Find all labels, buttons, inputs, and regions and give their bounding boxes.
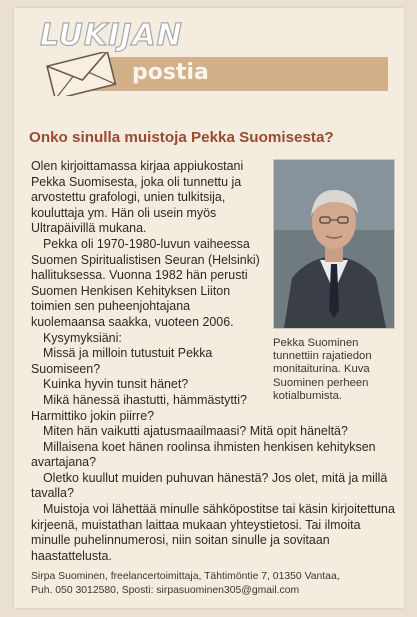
question-item: Miten hän vaikutti ajatusmaailmaasi? Mitä opit häneltä? <box>43 424 348 439</box>
section-title-lukijan: LUKIJAN <box>40 18 183 53</box>
paragraph-background: Pekka oli 1970-1980-luvun vaiheessa Suomen Spiritualistisen Seuran (Helsinki) hallituksessa. Vuonna 1982 hän perusti Suomen Henkisen Kehityksen Liiton toimien sen puheenjohtajana kuolemaansa saakka, vuoteen 2006. <box>31 236 260 329</box>
photo-caption: Pekka Suominen tunnettiin rajatiedon monitaiturina. Kuva Suominen perheen kotialbumista. <box>273 337 372 402</box>
portrait-photo <box>273 159 395 329</box>
question-item: Oletko kuullut muiden puhuvan hänestä? Jos olet, mitä ja millä tavalla? <box>31 470 388 501</box>
questions-heading: Kysymyksiäni: <box>43 330 122 345</box>
photo-box <box>273 159 395 407</box>
magazine-page <box>14 8 404 608</box>
article-body <box>31 159 395 564</box>
envelope-icon <box>42 52 122 96</box>
question-item: Kuinka hyvin tunsit hänet? <box>43 377 189 392</box>
section-header <box>14 8 404 100</box>
section-title-postia: postia <box>132 60 209 85</box>
question-item: Missä ja milloin tutustuit Pekka Suomiseen? <box>31 346 213 376</box>
author-signature <box>31 570 397 598</box>
article-headline: Onko sinulla muistoja Pekka Suomisesta? <box>29 129 334 146</box>
question-item: Millaisena koet hänen roolinsa ihmisten henkisen kehityksen avartajana? <box>31 439 376 470</box>
paragraph-instructions: Muistoja voi lähettää minulle sähköpostitse tai käsin kirjoitettuna kirjeenä, muistathan laittaa mukaan yhteystietosi. Tai ilmoita minulle puhelinnumerosi, niin soitan sinulle ja sovitaan haastattelusta. <box>31 502 395 563</box>
portrait-illustration <box>274 160 394 328</box>
signature-line-2: Puh. 050 3012580, Sposti: sirpasuominen305@gmail.com <box>31 585 300 597</box>
signature-line-1: Sirpa Suominen, freelancertoimittaja, Tähtimöntie 7, 01350 Vantaa, <box>31 571 340 582</box>
question-item: Mikä hänessä ihastutti, hämmästytti? Harmittiko jokin piirre? <box>31 392 247 423</box>
paragraph-intro: Olen kirjoittamassa kirjaa appiukostani Pekka Suomisesta, joka oli tunnettu ja arvostettu grafologi, unien tulkitsija, kouluttaja ym. Hän oli usein myös Ultrapäivillä mukana. <box>31 159 244 236</box>
